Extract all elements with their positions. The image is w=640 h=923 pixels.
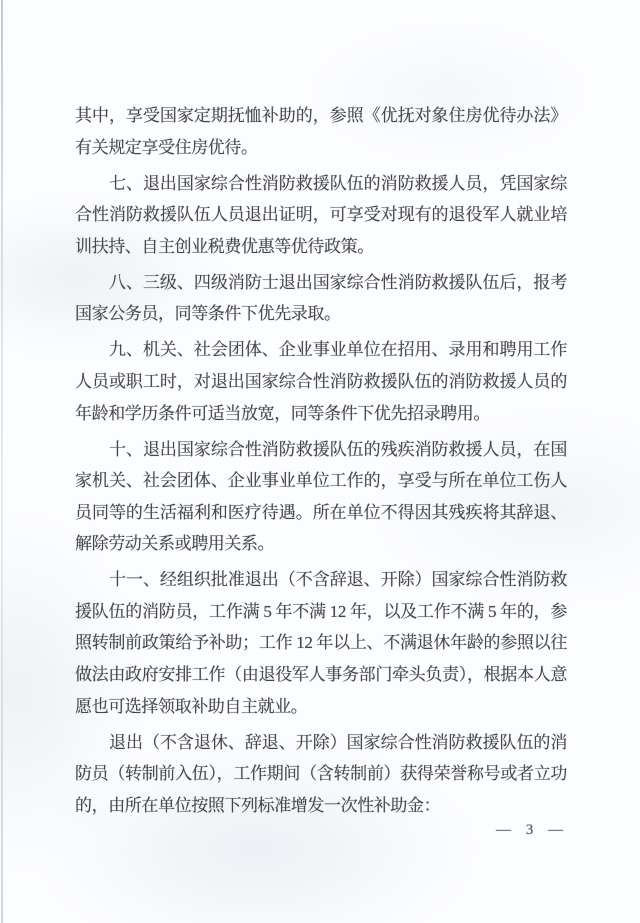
paragraph-bonus-standard-intro: 退出（不含退休、辞退、开除）国家综合性消防救援队伍的消防员（转制前入伍），工作期间（含转制前）获得荣誉称号或者立功的，由所在单位按照下列标准增发一次性补助金： <box>75 732 567 815</box>
paragraph-clause-8: 八、三级、四级消防士退出国家综合性消防救援队伍后，报考国家公务员，同等条件下优先录取。 <box>75 272 567 324</box>
paragraph-continuation: 其中，享受国家定期抚恤补助的，参照《优抚对象住房优待办法》有关规定享受住房优待。 <box>75 106 567 157</box>
document-body <box>75 100 567 826</box>
paragraph-clause-10: 十、退出国家综合性消防救援队伍的残疾消防救援人员，在国家机关、社会团体、企业事业单位工作的，享受与所在单位工伤人员同等的生活福利和医疗待遇。所在单位不得因其残疾将其辞退、解除劳动关系或聘用关系。 <box>75 439 567 554</box>
paragraph-clause-9: 九、机关、社会团体、企业事业单位在招用、录用和聘用工作人员或职工时，对退出国家综合性消防救援队伍的消防救援人员的年龄和学历条件可适当放宽，同等条件下优先招录聘用。 <box>75 340 567 423</box>
page-number: — 3 — <box>496 822 564 838</box>
scan-left-edge-artifact <box>1 0 3 923</box>
paragraph-clause-11: 十一、经组织批准退出（不含辞退、开除）国家综合性消防救援队伍的消防员，工作满 5 年不满 12 年，以及工作不满 5 年的，参照转制前政策给予补助；工作 12 年以上、不满退休年龄的参照以往做法由政府安排工作（由退役军人事务部门牵头负责），根据本人意愿也可选择领取补助自主就业。 <box>75 570 567 716</box>
paragraph-clause-7: 七、退出国家综合性消防救援队伍的消防救援人员，凭国家综合性消防救援队伍人员退出证明，可享受对现有的退役军人就业培训扶持、自主创业税费优惠等优待政策。 <box>75 173 567 256</box>
